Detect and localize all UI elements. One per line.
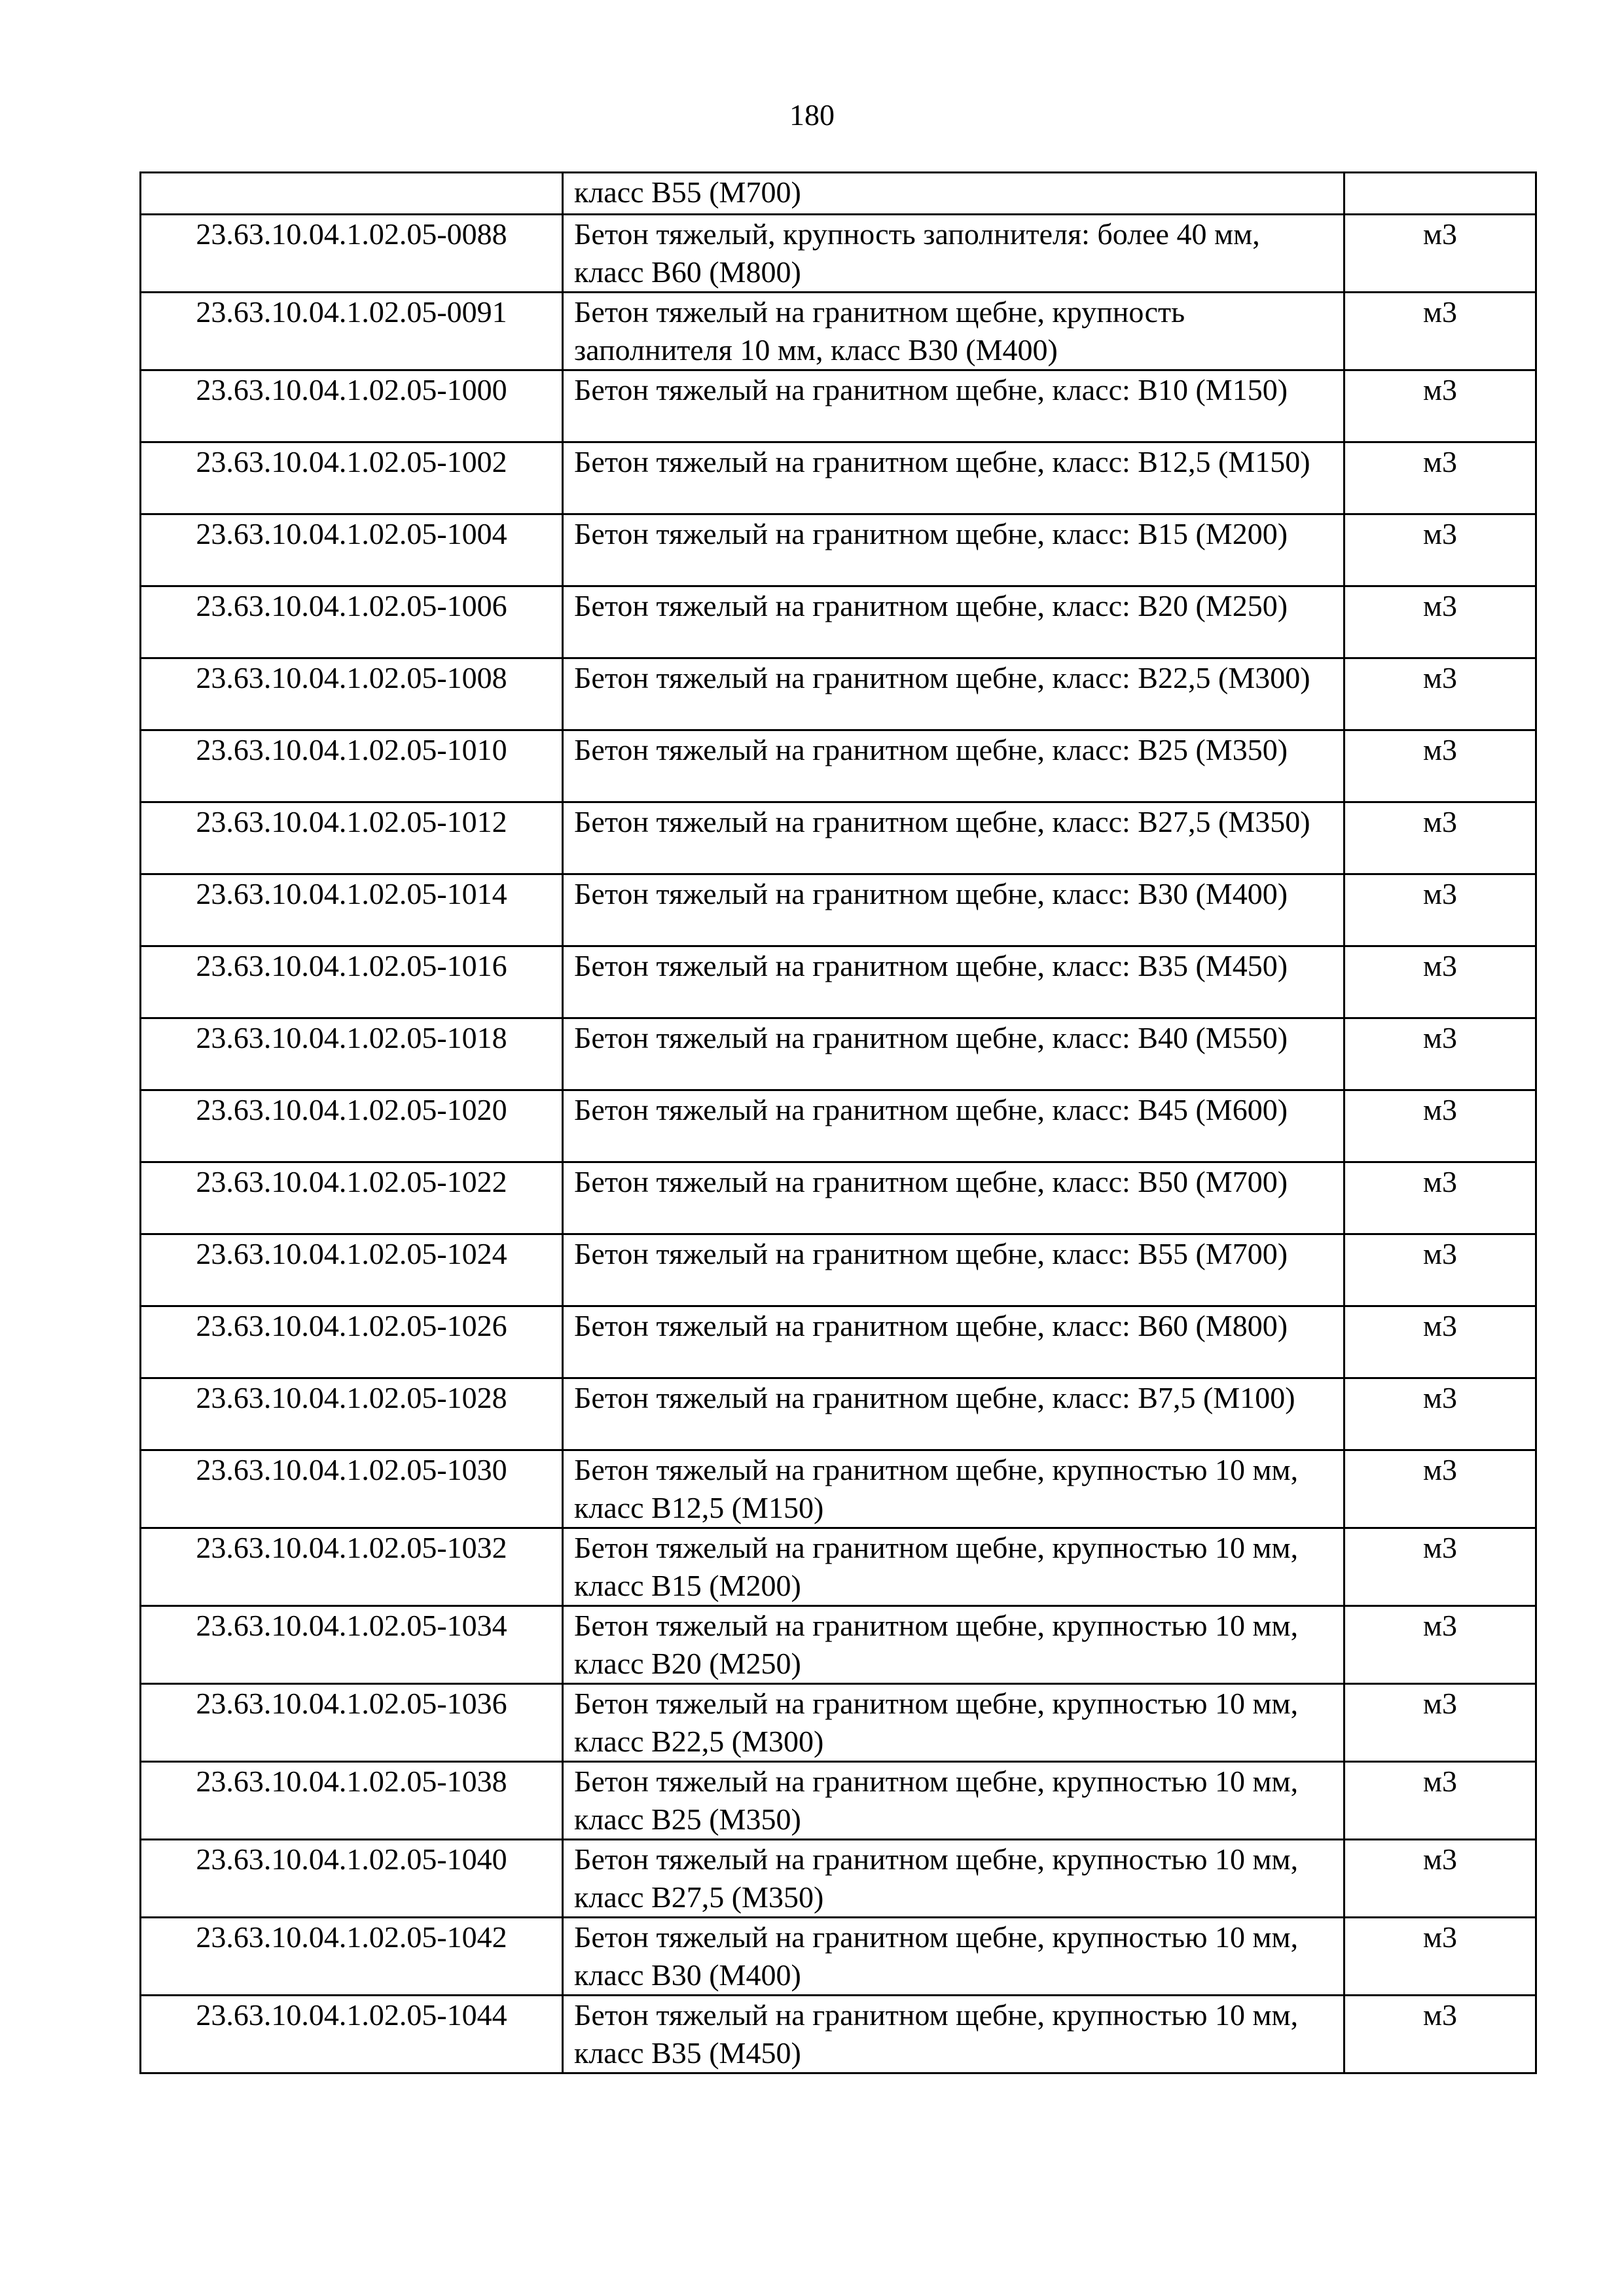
unit-cell: м3 <box>1344 1840 1536 1918</box>
name-cell: Бетон тяжелый на гранитном щебне, класс: В50 (М700) <box>563 1162 1344 1234</box>
table-row <box>141 802 1536 874</box>
code-cell: 23.63.10.04.1.02.05-1032 <box>141 1528 563 1606</box>
name-cell: Бетон тяжелый на гранитном щебне, крупностью 10 мм, класс В25 (М350) <box>563 1762 1344 1840</box>
code-cell: 23.63.10.04.1.02.05-1006 <box>141 586 563 658</box>
table-row <box>141 1684 1536 1762</box>
name-cell: Бетон тяжелый на гранитном щебне, крупностью 10 мм, класс В27,5 (М350) <box>563 1840 1344 1918</box>
name-cell: Бетон тяжелый на гранитном щебне, класс: В60 (М800) <box>563 1306 1344 1378</box>
unit-cell: м3 <box>1344 1762 1536 1840</box>
unit-cell: м3 <box>1344 586 1536 658</box>
table-row <box>141 293 1536 370</box>
unit-cell: м3 <box>1344 1528 1536 1606</box>
code-cell: 23.63.10.04.1.02.05-1020 <box>141 1090 563 1162</box>
unit-cell: м3 <box>1344 1090 1536 1162</box>
table-row <box>141 946 1536 1018</box>
name-cell: Бетон тяжелый на гранитном щебне, крупность заполнителя 10 мм, класс В30 (М400) <box>563 293 1344 370</box>
table-row <box>141 442 1536 514</box>
table-row <box>141 1018 1536 1090</box>
table-row <box>141 173 1536 215</box>
table-body <box>141 173 1536 2073</box>
table-row <box>141 658 1536 730</box>
table-row <box>141 1234 1536 1306</box>
name-cell: Бетон тяжелый на гранитном щебне, класс: В25 (М350) <box>563 730 1344 802</box>
unit-cell: м3 <box>1344 874 1536 946</box>
code-cell: 23.63.10.04.1.02.05-1018 <box>141 1018 563 1090</box>
table-row <box>141 1090 1536 1162</box>
table-row <box>141 370 1536 442</box>
name-cell: Бетон тяжелый на гранитном щебне, класс: В12,5 (М150) <box>563 442 1344 514</box>
name-cell: Бетон тяжелый на гранитном щебне, крупностью 10 мм, класс В30 (М400) <box>563 1918 1344 1996</box>
unit-cell: м3 <box>1344 1378 1536 1450</box>
unit-cell: м3 <box>1344 442 1536 514</box>
table-row <box>141 1378 1536 1450</box>
code-cell: 23.63.10.04.1.02.05-1008 <box>141 658 563 730</box>
name-cell: Бетон тяжелый на гранитном щебне, класс: В30 (М400) <box>563 874 1344 946</box>
table-row <box>141 1450 1536 1528</box>
code-cell: 23.63.10.04.1.02.05-1024 <box>141 1234 563 1306</box>
table-row <box>141 730 1536 802</box>
table-row <box>141 1528 1536 1606</box>
table-row <box>141 215 1536 293</box>
unit-cell <box>1344 173 1536 215</box>
code-cell: 23.63.10.04.1.02.05-1034 <box>141 1606 563 1684</box>
code-cell: 23.63.10.04.1.02.05-1016 <box>141 946 563 1018</box>
name-cell: Бетон тяжелый на гранитном щебне, класс: В22,5 (М300) <box>563 658 1344 730</box>
code-cell: 23.63.10.04.1.02.05-1010 <box>141 730 563 802</box>
name-cell: Бетон тяжелый на гранитном щебне, класс: В27,5 (М350) <box>563 802 1344 874</box>
table-row <box>141 1162 1536 1234</box>
page-number: 180 <box>789 98 835 132</box>
name-cell: Бетон тяжелый на гранитном щебне, крупностью 10 мм, класс В12,5 (М150) <box>563 1450 1344 1528</box>
unit-cell: м3 <box>1344 1234 1536 1306</box>
name-cell: класс В55 (М700) <box>563 173 1344 215</box>
unit-cell: м3 <box>1344 1918 1536 1996</box>
name-cell: Бетон тяжелый на гранитном щебне, класс: В20 (М250) <box>563 586 1344 658</box>
unit-cell: м3 <box>1344 1684 1536 1762</box>
name-cell: Бетон тяжелый на гранитном щебне, класс: В45 (М600) <box>563 1090 1344 1162</box>
code-cell: 23.63.10.04.1.02.05-1044 <box>141 1996 563 2073</box>
code-cell: 23.63.10.04.1.02.05-1022 <box>141 1162 563 1234</box>
code-cell: 23.63.10.04.1.02.05-1028 <box>141 1378 563 1450</box>
name-cell: Бетон тяжелый, крупность заполнителя: более 40 мм, класс В60 (М800) <box>563 215 1344 293</box>
code-cell: 23.63.10.04.1.02.05-1040 <box>141 1840 563 1918</box>
unit-cell: м3 <box>1344 658 1536 730</box>
table-row <box>141 1918 1536 1996</box>
name-cell: Бетон тяжелый на гранитном щебне, крупностью 10 мм, класс В35 (М450) <box>563 1996 1344 2073</box>
code-cell: 23.63.10.04.1.02.05-1026 <box>141 1306 563 1378</box>
unit-cell: м3 <box>1344 1306 1536 1378</box>
unit-cell: м3 <box>1344 802 1536 874</box>
name-cell: Бетон тяжелый на гранитном щебне, класс: В7,5 (М100) <box>563 1378 1344 1450</box>
unit-cell: м3 <box>1344 1018 1536 1090</box>
table-row <box>141 1762 1536 1840</box>
code-cell <box>141 173 563 215</box>
code-cell: 23.63.10.04.1.02.05-1042 <box>141 1918 563 1996</box>
name-cell: Бетон тяжелый на гранитном щебне, крупностью 10 мм, класс В22,5 (М300) <box>563 1684 1344 1762</box>
name-cell: Бетон тяжелый на гранитном щебне, крупностью 10 мм, класс В15 (М200) <box>563 1528 1344 1606</box>
code-cell: 23.63.10.04.1.02.05-1004 <box>141 514 563 586</box>
name-cell: Бетон тяжелый на гранитном щебне, класс: В15 (М200) <box>563 514 1344 586</box>
table-row <box>141 1840 1536 1918</box>
unit-cell: м3 <box>1344 514 1536 586</box>
table-row <box>141 1606 1536 1684</box>
unit-cell: м3 <box>1344 730 1536 802</box>
unit-cell: м3 <box>1344 293 1536 370</box>
code-cell: 23.63.10.04.1.02.05-1036 <box>141 1684 563 1762</box>
resource-code-table <box>139 171 1537 2074</box>
code-cell: 23.63.10.04.1.02.05-1014 <box>141 874 563 946</box>
unit-cell: м3 <box>1344 1996 1536 2073</box>
name-cell: Бетон тяжелый на гранитном щебне, класс: В55 (М700) <box>563 1234 1344 1306</box>
code-cell: 23.63.10.04.1.02.05-0091 <box>141 293 563 370</box>
name-cell: Бетон тяжелый на гранитном щебне, крупностью 10 мм, класс В20 (М250) <box>563 1606 1344 1684</box>
code-cell: 23.63.10.04.1.02.05-1038 <box>141 1762 563 1840</box>
table-row <box>141 586 1536 658</box>
code-cell: 23.63.10.04.1.02.05-1000 <box>141 370 563 442</box>
name-cell: Бетон тяжелый на гранитном щебне, класс: В40 (М550) <box>563 1018 1344 1090</box>
unit-cell: м3 <box>1344 1606 1536 1684</box>
table-row <box>141 874 1536 946</box>
unit-cell: м3 <box>1344 946 1536 1018</box>
name-cell: Бетон тяжелый на гранитном щебне, класс: В35 (М450) <box>563 946 1344 1018</box>
unit-cell: м3 <box>1344 1162 1536 1234</box>
code-cell: 23.63.10.04.1.02.05-1030 <box>141 1450 563 1528</box>
unit-cell: м3 <box>1344 1450 1536 1528</box>
code-cell: 23.63.10.04.1.02.05-1002 <box>141 442 563 514</box>
code-cell: 23.63.10.04.1.02.05-0088 <box>141 215 563 293</box>
unit-cell: м3 <box>1344 370 1536 442</box>
unit-cell: м3 <box>1344 215 1536 293</box>
table-row <box>141 514 1536 586</box>
code-cell: 23.63.10.04.1.02.05-1012 <box>141 802 563 874</box>
name-cell: Бетон тяжелый на гранитном щебне, класс: В10 (М150) <box>563 370 1344 442</box>
table-row <box>141 1306 1536 1378</box>
table-row <box>141 1996 1536 2073</box>
